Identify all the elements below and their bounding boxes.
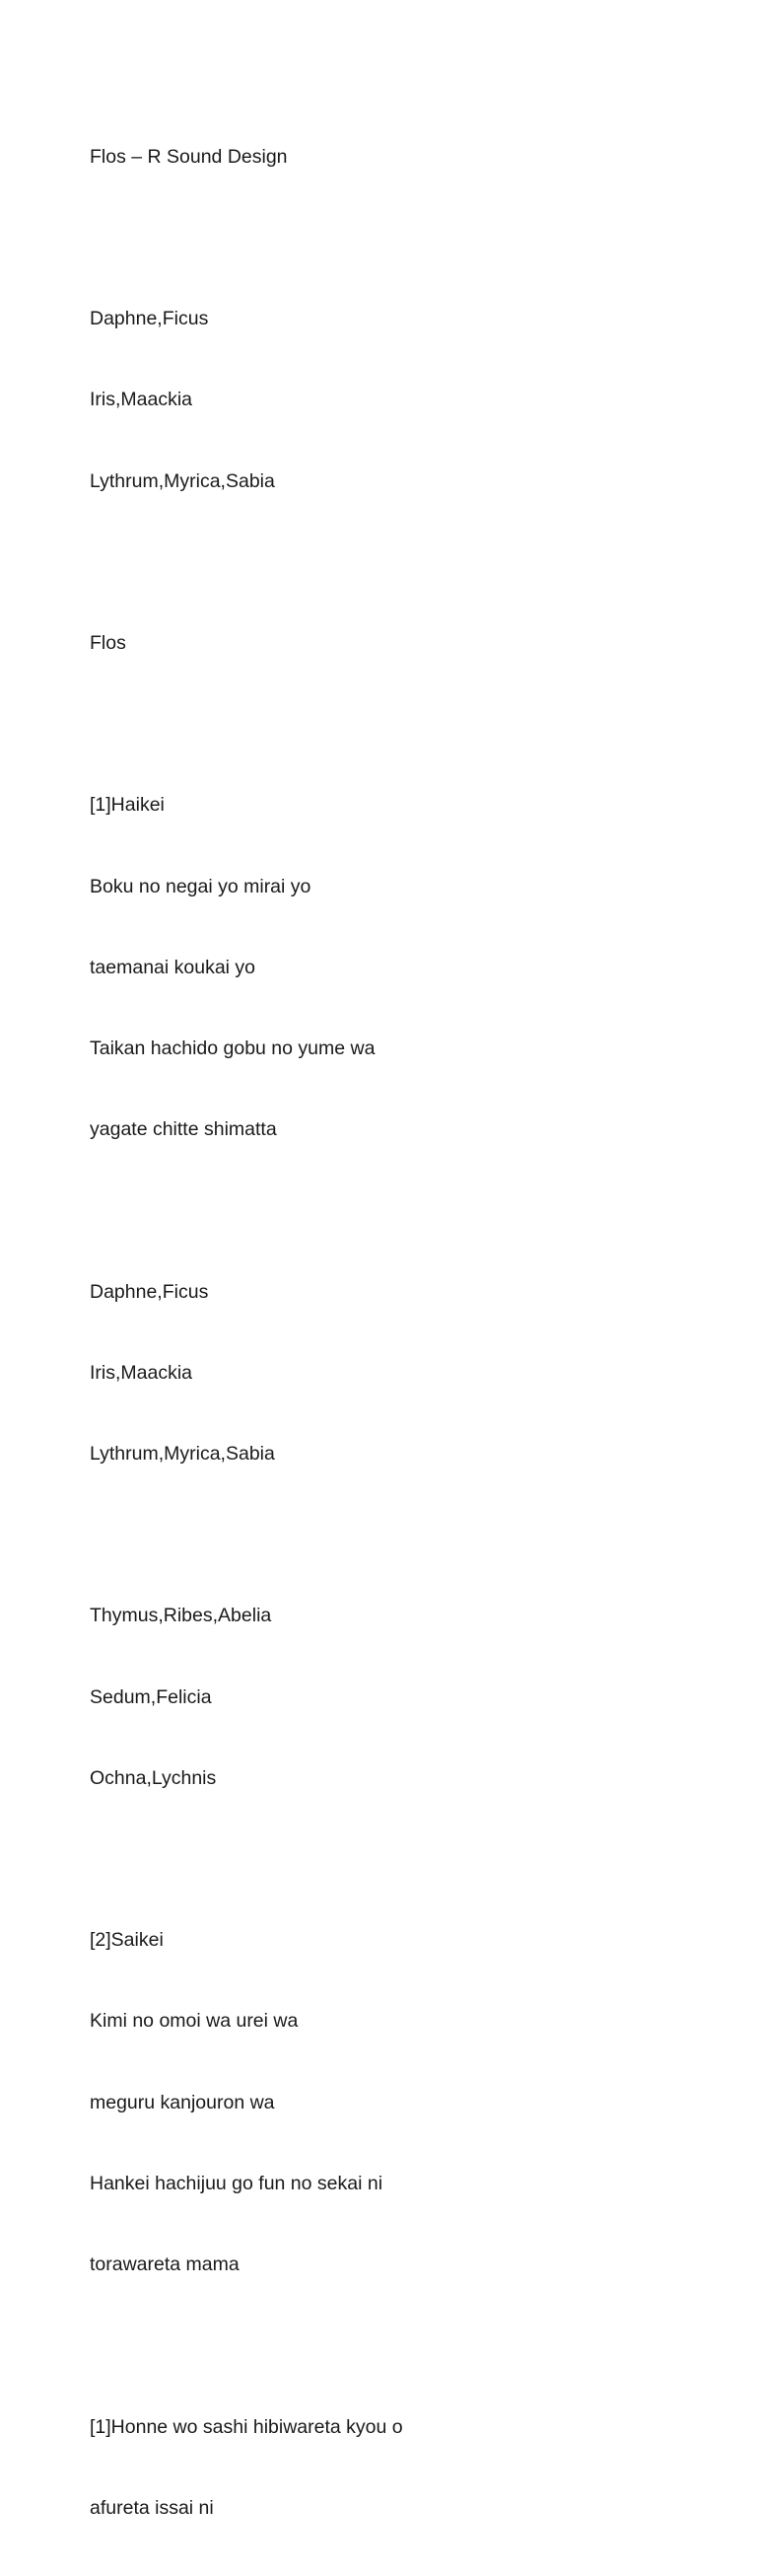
text-line: [1]Haikei xyxy=(90,794,165,817)
text-line: Lythrum,Myrica,Sabia xyxy=(90,1443,275,1466)
text-line: Iris,Maackia xyxy=(90,1361,193,1384)
text-line: Ochna,Lychnis xyxy=(90,1766,217,1789)
blank-line xyxy=(90,2332,403,2359)
text-line: Lythrum,Myrica,Sabia xyxy=(90,469,275,492)
text-line: Daphne,Ficus xyxy=(90,1280,209,1303)
text-line: Hankei hachijuu go fun no sekai ni xyxy=(90,2172,383,2194)
text-line: Thymus,Ribes,Abelia xyxy=(90,1605,272,1627)
text-line: [1]Honne wo sashi hibiwareta kyou o xyxy=(90,2415,403,2438)
lyrics-text xyxy=(90,90,403,2576)
text-line: Boku no negai yo mirai yo xyxy=(90,875,311,897)
text-line: Iris,Maackia xyxy=(90,389,193,411)
blank-line xyxy=(90,225,403,251)
blank-line xyxy=(90,1197,403,1224)
text-line: [2]Saikei xyxy=(90,1929,164,1952)
section-heading: Flos xyxy=(90,632,126,655)
text-line: meguru kanjouron wa xyxy=(90,2091,275,2113)
text-line: Sedum,Felicia xyxy=(90,1685,212,1708)
text-line: taemanai koukai yo xyxy=(90,956,256,978)
blank-line xyxy=(90,549,403,576)
blank-line xyxy=(90,711,403,738)
document-title: Flos – R Sound Design xyxy=(90,145,288,168)
blank-line xyxy=(90,1846,403,1873)
text-line: torawareta mama xyxy=(90,2254,240,2276)
text-line: Kimi no omoi wa urei wa xyxy=(90,2010,299,2033)
text-line: yagate chitte shimatta xyxy=(90,1118,277,1141)
text-line: Daphne,Ficus xyxy=(90,308,209,330)
text-line: afureta issai ni xyxy=(90,2496,214,2519)
blank-line xyxy=(90,1522,403,1548)
text-line: Taikan hachido gobu no yume wa xyxy=(90,1038,376,1060)
